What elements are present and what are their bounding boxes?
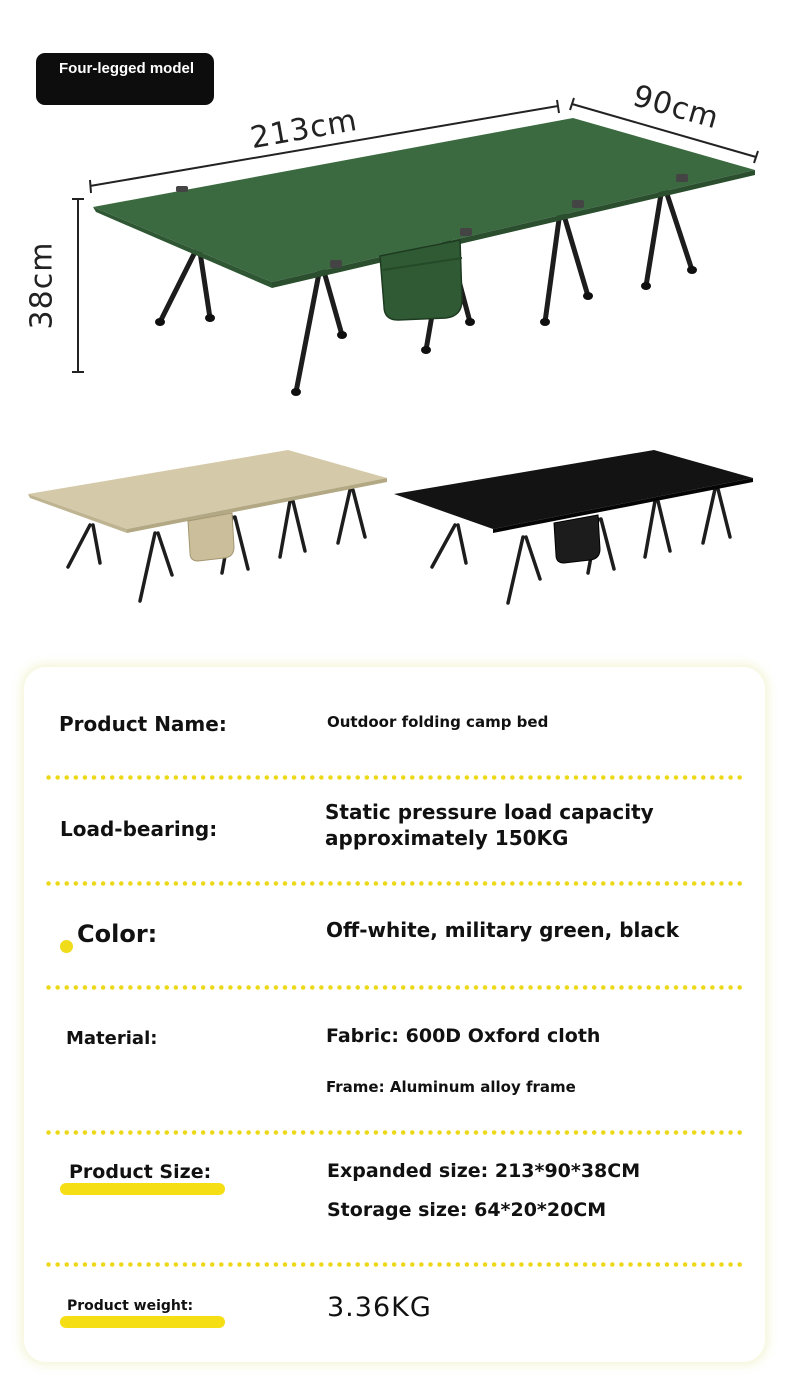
height-dimension: 38cm (24, 241, 60, 330)
product-weight-value: 3.36KG (327, 1292, 432, 1323)
black-cot-image (0, 445, 790, 605)
divider (44, 775, 746, 780)
product-size-highlight (60, 1183, 225, 1195)
load-bearing-value-line1: Static pressure load capacity (325, 800, 654, 824)
product-name-value: Outdoor folding camp bed (327, 713, 549, 731)
product-name-label: Product Name: (59, 712, 227, 736)
material-frame: Frame: Aluminum alloy frame (326, 1078, 576, 1096)
model-badge-label: Four-legged model (59, 60, 194, 77)
material-fabric: Fabric: 600D Oxford cloth (326, 1025, 601, 1047)
divider (44, 881, 746, 886)
load-bearing-value-line2: approximately 150KG (325, 826, 569, 850)
product-weight-label: Product weight: (67, 1298, 194, 1314)
divider (44, 1130, 746, 1135)
green-cot-image (0, 0, 790, 420)
length-dimension: 213cm (247, 102, 361, 157)
divider (44, 985, 746, 990)
color-value: Off-white, military green, black (326, 918, 680, 942)
expanded-size-value: Expanded size: 213*90*38CM (327, 1160, 641, 1182)
color-bullet-dot (60, 940, 73, 953)
product-weight-highlight (60, 1316, 225, 1328)
storage-size-value: Storage size: 64*20*20CM (327, 1199, 607, 1221)
load-bearing-label: Load-bearing: (60, 817, 218, 841)
product-size-label: Product Size: (69, 1161, 212, 1183)
material-label: Material: (66, 1028, 158, 1049)
spec-panel (24, 667, 765, 1362)
divider (44, 1262, 746, 1267)
color-label: Color: (77, 920, 158, 948)
width-dimension: 90cm (628, 78, 724, 137)
